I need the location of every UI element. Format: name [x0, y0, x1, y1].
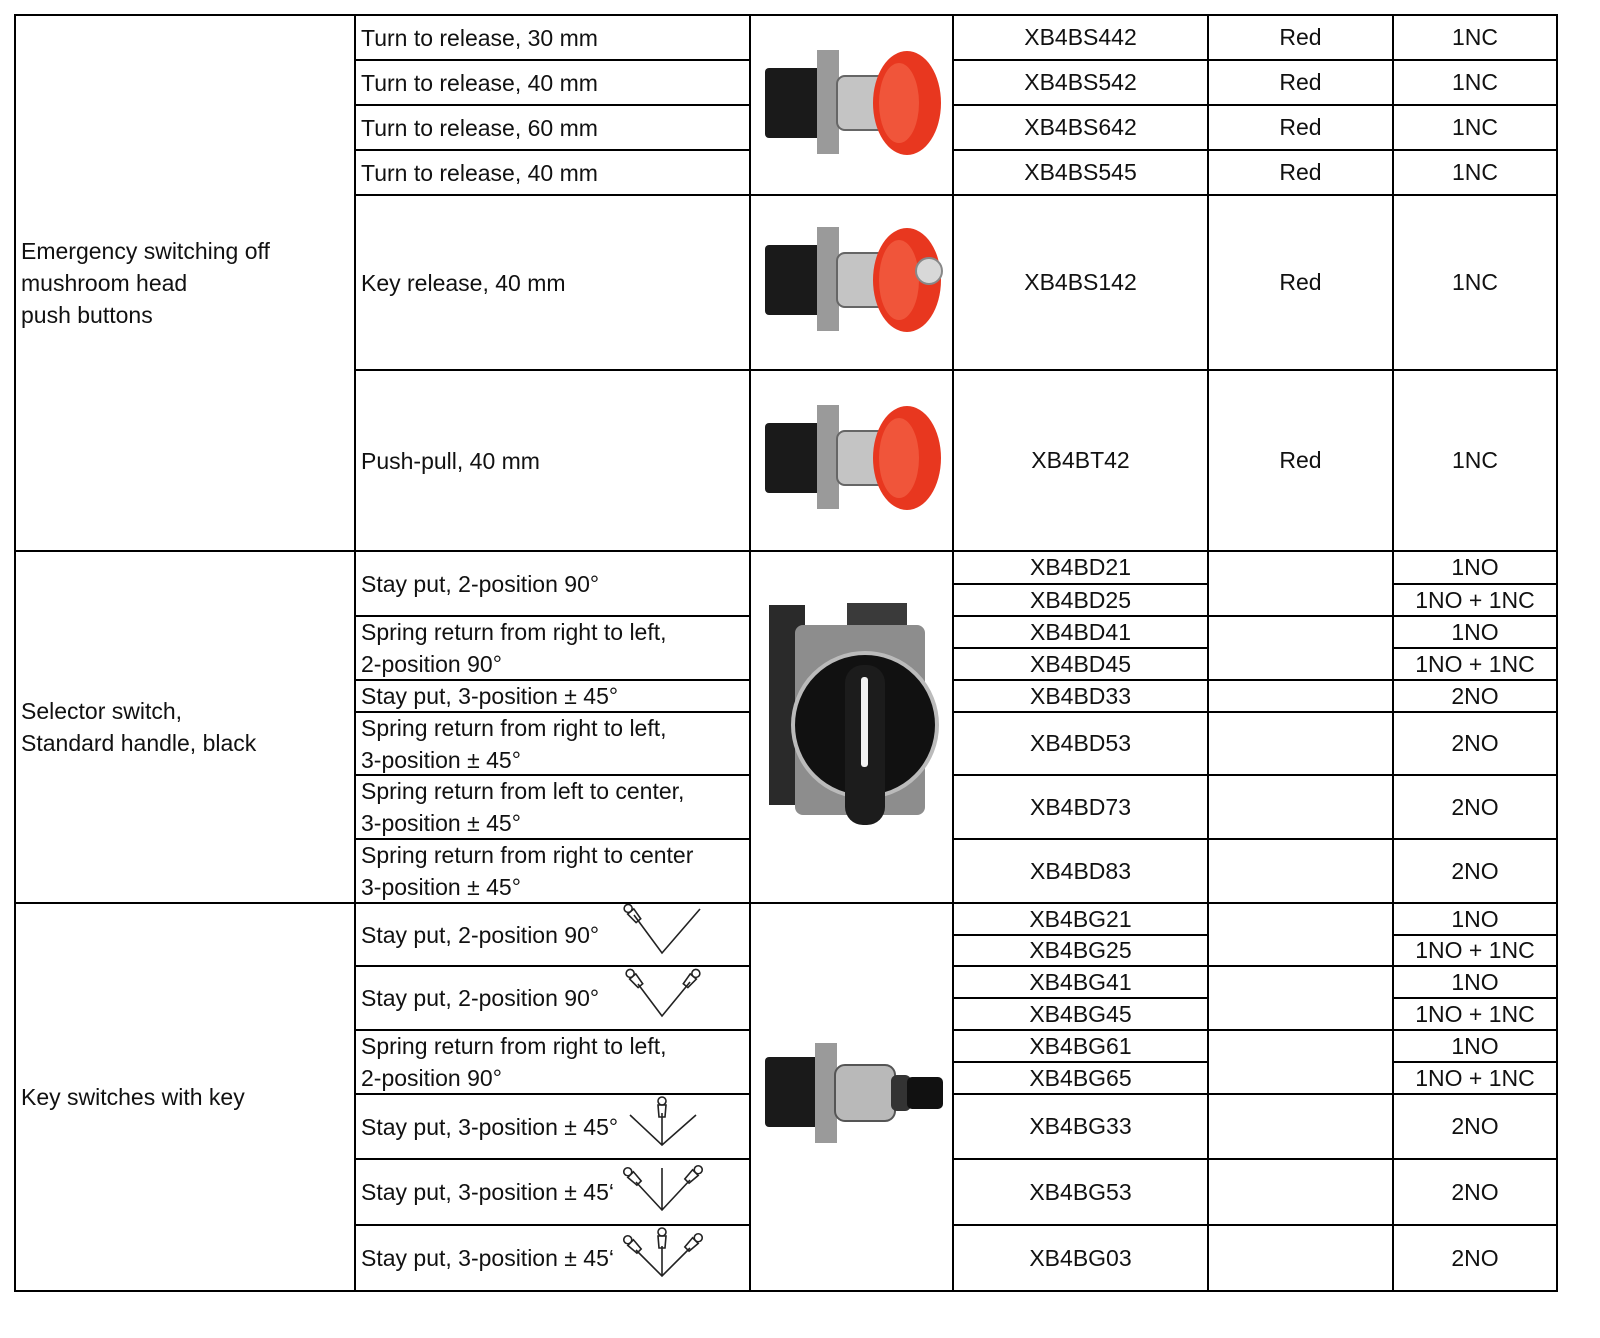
reference-cell [953, 966, 1208, 998]
contact-cell [1393, 935, 1557, 966]
contact-value: 2NO [1451, 793, 1499, 820]
color-value: Red [1279, 114, 1322, 140]
color-cell [1208, 150, 1393, 195]
reference-number: XB4BD45 [1029, 650, 1131, 677]
row-divider [355, 774, 750, 776]
contact-value: 1NC [1451, 447, 1498, 473]
reference-cell [953, 680, 1208, 712]
reference-cell [953, 1094, 1208, 1159]
contact-cell [1393, 775, 1557, 839]
row-divider [953, 583, 1208, 585]
reference-cell [953, 998, 1208, 1030]
category-line: Key switches with key [21, 1084, 245, 1110]
row-divider [355, 615, 750, 617]
description-text [361, 445, 540, 477]
description-cell [355, 60, 750, 105]
color-cell [1208, 1094, 1393, 1159]
description-line: 3-position ± 45° [361, 746, 521, 773]
row-divider [355, 838, 750, 840]
reference-cell [953, 775, 1208, 839]
description-cell [355, 105, 750, 150]
color-value: Red [1279, 24, 1322, 50]
contact-value: 1NO + 1NC [1415, 650, 1535, 677]
color-value: Red [1279, 69, 1322, 95]
row-divider [355, 59, 750, 61]
row-divider [953, 774, 1557, 776]
contact-cell [1393, 1030, 1557, 1062]
contact-cell [1393, 966, 1557, 998]
row-divider [1393, 583, 1557, 585]
description-text [361, 982, 599, 1014]
reference-number: XB4BD25 [1029, 586, 1131, 613]
reference-cell [953, 1030, 1208, 1062]
reference-number: XB4BG53 [1029, 1178, 1132, 1205]
color-cell [1208, 616, 1393, 680]
description-line: Stay put, 3-position ± 45‘ [361, 1179, 614, 1205]
description-text [361, 1176, 614, 1208]
key-2pos-left-icon [620, 903, 750, 966]
description-cell [355, 195, 750, 370]
reference-cell [953, 616, 1208, 648]
contact-value: 1NO [1451, 618, 1499, 645]
row-divider [1393, 997, 1557, 999]
description-line: Turn to release, 40 mm [361, 159, 598, 186]
description-line: Spring return from right to left, [361, 1033, 667, 1059]
color-cell [1208, 195, 1393, 370]
description-line: Stay put, 3-position ± 45° [361, 683, 619, 709]
key-3pos-all-icon [620, 1225, 750, 1291]
description-text [361, 712, 667, 775]
description-cell [355, 15, 750, 60]
description-text [361, 775, 684, 839]
reference-number: XB4BD53 [1029, 730, 1131, 756]
reference-cell [953, 551, 1208, 584]
color-value: Red [1279, 159, 1322, 185]
row-divider [953, 838, 1557, 840]
reference-number: XB4BG61 [1029, 1032, 1132, 1059]
description-cell [355, 1225, 750, 1291]
reference-number: XB4BS642 [1024, 114, 1137, 140]
reference-number: XB4BG21 [1029, 905, 1132, 932]
contact-cell [1393, 1062, 1557, 1094]
row-divider [953, 1224, 1557, 1226]
category-cell [15, 15, 355, 551]
product-photo [750, 15, 953, 195]
row-divider [953, 1061, 1208, 1063]
description-cell [355, 903, 750, 966]
color-cell [1208, 1030, 1393, 1094]
description-line: Stay put, 2-position 90° [361, 570, 600, 597]
reference-number: XB4BS545 [1024, 159, 1137, 185]
contact-value: 1NO + 1NC [1415, 937, 1535, 963]
row-divider [953, 711, 1557, 713]
reference-number: XB4BD73 [1029, 793, 1131, 820]
description-cell [355, 150, 750, 195]
contact-cell [1393, 195, 1557, 370]
contact-cell [1393, 839, 1557, 903]
reference-cell [953, 370, 1208, 551]
contact-cell [1393, 648, 1557, 680]
description-cell [355, 839, 750, 903]
description-line: Turn to release, 30 mm [361, 24, 598, 51]
color-cell [1208, 775, 1393, 839]
row-divider [355, 1224, 750, 1226]
contact-cell [1393, 680, 1557, 712]
row-divider [953, 679, 1557, 681]
category-line: mushroom head [21, 270, 188, 296]
description-text [361, 1242, 614, 1274]
column-divider [14, 15, 16, 1291]
row-divider [953, 104, 1557, 106]
row-divider [750, 369, 953, 371]
contact-value: 1NO + 1NC [1415, 1064, 1535, 1091]
description-line: Spring return from right to center [361, 842, 694, 868]
contact-value: 2NO [1451, 1178, 1499, 1205]
description-line: Stay put, 2-position 90° [361, 985, 600, 1011]
emergency-key-icon [757, 205, 947, 360]
emergency-stop-button-icon [757, 28, 947, 183]
description-line: Stay put, 3-position ± 45° [361, 1113, 619, 1140]
description-cell [355, 551, 750, 616]
row-divider [1393, 1061, 1557, 1063]
description-cell [355, 712, 750, 775]
contact-cell [1393, 370, 1557, 551]
reference-cell [953, 648, 1208, 680]
reference-number: XB4BS142 [1024, 269, 1137, 295]
contact-cell [1393, 903, 1557, 935]
category-line: Standard handle, black [21, 730, 257, 756]
row-divider [953, 934, 1208, 936]
description-line: Spring return from left to center, [361, 778, 685, 804]
description-line: 2-position 90° [361, 1065, 502, 1091]
product-photo [750, 551, 953, 903]
row-divider [953, 1158, 1557, 1160]
description-cell [355, 370, 750, 551]
key-3pos-sides-icon [620, 1159, 750, 1225]
reference-number: XB4BG25 [1029, 937, 1132, 963]
contact-value: 1NO + 1NC [1415, 586, 1535, 613]
category-label [21, 1081, 245, 1113]
row-divider [15, 550, 1557, 552]
reference-cell [953, 60, 1208, 105]
reference-cell [953, 903, 1208, 935]
row-divider [953, 1029, 1557, 1031]
description-line: 3-position ± 45° [361, 810, 521, 836]
contact-value: 2NO [1451, 1113, 1499, 1139]
row-divider [953, 149, 1557, 151]
column-divider [1556, 15, 1558, 1291]
description-line: Spring return from right to left, [361, 619, 667, 645]
contact-value: 1NO [1451, 1032, 1499, 1059]
contact-value: 1NO [1451, 905, 1499, 932]
row-divider [355, 1029, 750, 1031]
category-label [21, 235, 270, 331]
description-cell [355, 1159, 750, 1225]
selector-switch-icon [757, 595, 947, 860]
reference-number: XB4BD21 [1029, 554, 1131, 580]
category-line: Emergency switching off [21, 238, 270, 264]
description-line: 3-position ± 45° [361, 874, 521, 900]
description-text [361, 157, 598, 189]
description-text [361, 67, 598, 99]
category-line: push buttons [21, 302, 153, 328]
description-text [361, 919, 599, 951]
column-divider [952, 15, 954, 1291]
column-divider [1392, 15, 1394, 1291]
emergency-pushpull-icon [757, 383, 947, 538]
row-divider [355, 965, 750, 967]
reference-cell [953, 584, 1208, 616]
contact-value: 1NC [1451, 24, 1498, 50]
row-divider [953, 965, 1557, 967]
row-divider [953, 615, 1557, 617]
color-cell [1208, 839, 1393, 903]
description-cell [355, 775, 750, 839]
description-text [361, 267, 566, 299]
row-divider [953, 369, 1557, 371]
color-cell [1208, 680, 1393, 712]
color-cell [1208, 1225, 1393, 1291]
reference-cell [953, 935, 1208, 966]
contact-cell [1393, 1094, 1557, 1159]
description-cell [355, 1030, 750, 1094]
row-divider [355, 711, 750, 713]
description-cell [355, 616, 750, 680]
category-label [21, 695, 256, 759]
description-line: Push-pull, 40 mm [361, 447, 540, 474]
contact-value: 1NO [1451, 554, 1499, 580]
contact-cell [1393, 150, 1557, 195]
product-photo [750, 370, 953, 551]
description-cell [355, 966, 750, 1030]
color-value: Red [1279, 269, 1322, 295]
row-divider [953, 997, 1208, 999]
reference-number: XB4BG03 [1029, 1244, 1132, 1271]
reference-number: XB4BT42 [1031, 447, 1130, 473]
contact-cell [1393, 712, 1557, 775]
row-divider [355, 369, 750, 371]
row-divider [355, 194, 750, 196]
color-cell [1208, 1159, 1393, 1225]
column-divider [1207, 15, 1209, 1291]
reference-cell [953, 1062, 1208, 1094]
description-text [361, 112, 598, 144]
reference-number: XB4BD83 [1029, 857, 1131, 884]
contact-value: 1NO [1451, 968, 1499, 995]
reference-number: XB4BG65 [1029, 1064, 1132, 1091]
row-divider [953, 194, 1557, 196]
row-divider [750, 194, 953, 196]
description-line: Turn to release, 60 mm [361, 114, 598, 141]
row-divider [355, 104, 750, 106]
description-text [361, 839, 693, 903]
contact-value: 2NO [1451, 857, 1499, 884]
row-divider [1393, 934, 1557, 936]
description-text [361, 1030, 667, 1094]
contact-cell [1393, 15, 1557, 60]
color-cell [1208, 903, 1393, 966]
contact-cell [1393, 584, 1557, 616]
contact-value: 1NC [1451, 159, 1498, 185]
row-divider [953, 1093, 1557, 1095]
row-divider [953, 647, 1208, 649]
contact-value: 1NC [1451, 269, 1498, 295]
color-cell [1208, 370, 1393, 551]
reference-cell [953, 1159, 1208, 1225]
row-divider [355, 149, 750, 151]
reference-cell [953, 15, 1208, 60]
category-line: Selector switch, [21, 698, 183, 724]
description-line: Stay put, 2-position 90° [361, 921, 600, 948]
product-photo [750, 903, 953, 1291]
product-photo [750, 195, 953, 370]
reference-number: XB4BG33 [1029, 1113, 1132, 1139]
description-text [361, 680, 618, 712]
description-line: 2-position 90° [361, 651, 502, 677]
reference-cell [953, 195, 1208, 370]
reference-number: XB4BD41 [1029, 618, 1131, 645]
row-divider [953, 59, 1557, 61]
description-text [361, 22, 598, 54]
key-switch-icon [757, 1035, 947, 1160]
description-line: Key release, 40 mm [361, 269, 566, 296]
contact-cell [1393, 551, 1557, 584]
description-text [361, 568, 599, 600]
contact-cell [1393, 1225, 1557, 1291]
row-divider [355, 1158, 750, 1160]
color-cell [1208, 60, 1393, 105]
key-3pos-center-icon [620, 1094, 750, 1159]
reference-number: XB4BS542 [1024, 69, 1137, 95]
color-cell [1208, 15, 1393, 60]
contact-value: 2NO [1451, 682, 1499, 709]
color-cell [1208, 966, 1393, 1030]
category-cell [15, 551, 355, 903]
description-cell [355, 1094, 750, 1159]
contact-cell [1393, 105, 1557, 150]
contact-value: 1NO + 1NC [1415, 1000, 1535, 1027]
description-line: Turn to release, 40 mm [361, 69, 598, 96]
color-cell [1208, 712, 1393, 775]
category-cell [15, 903, 355, 1291]
reference-cell [953, 150, 1208, 195]
reference-cell [953, 839, 1208, 903]
reference-cell [953, 712, 1208, 775]
color-cell [1208, 105, 1393, 150]
description-cell [355, 680, 750, 712]
color-cell [1208, 551, 1393, 616]
reference-number: XB4BG45 [1029, 1000, 1132, 1027]
contact-cell [1393, 998, 1557, 1030]
reference-number: XB4BG41 [1029, 968, 1132, 995]
reference-number: XB4BD33 [1029, 682, 1131, 709]
color-value: Red [1279, 447, 1322, 473]
contact-value: 1NC [1451, 114, 1498, 140]
reference-cell [953, 1225, 1208, 1291]
description-line: Stay put, 3-position ± 45‘ [361, 1245, 614, 1271]
description-line: Spring return from right to left, [361, 714, 667, 741]
row-divider [15, 902, 1557, 904]
reference-cell [953, 105, 1208, 150]
row-divider [355, 1093, 750, 1095]
row-divider [1393, 647, 1557, 649]
contact-cell [1393, 60, 1557, 105]
description-text [361, 616, 667, 680]
contact-value: 1NC [1451, 69, 1498, 95]
contact-cell [1393, 1159, 1557, 1225]
description-text [361, 1111, 618, 1143]
row-divider [355, 679, 750, 681]
contact-value: 2NO [1451, 1244, 1499, 1271]
reference-number: XB4BS442 [1024, 24, 1137, 50]
column-divider [354, 15, 356, 1291]
contact-value: 2NO [1451, 730, 1499, 756]
column-divider [749, 15, 751, 1291]
contact-cell [1393, 616, 1557, 648]
key-2pos-both-icon [620, 966, 750, 1030]
